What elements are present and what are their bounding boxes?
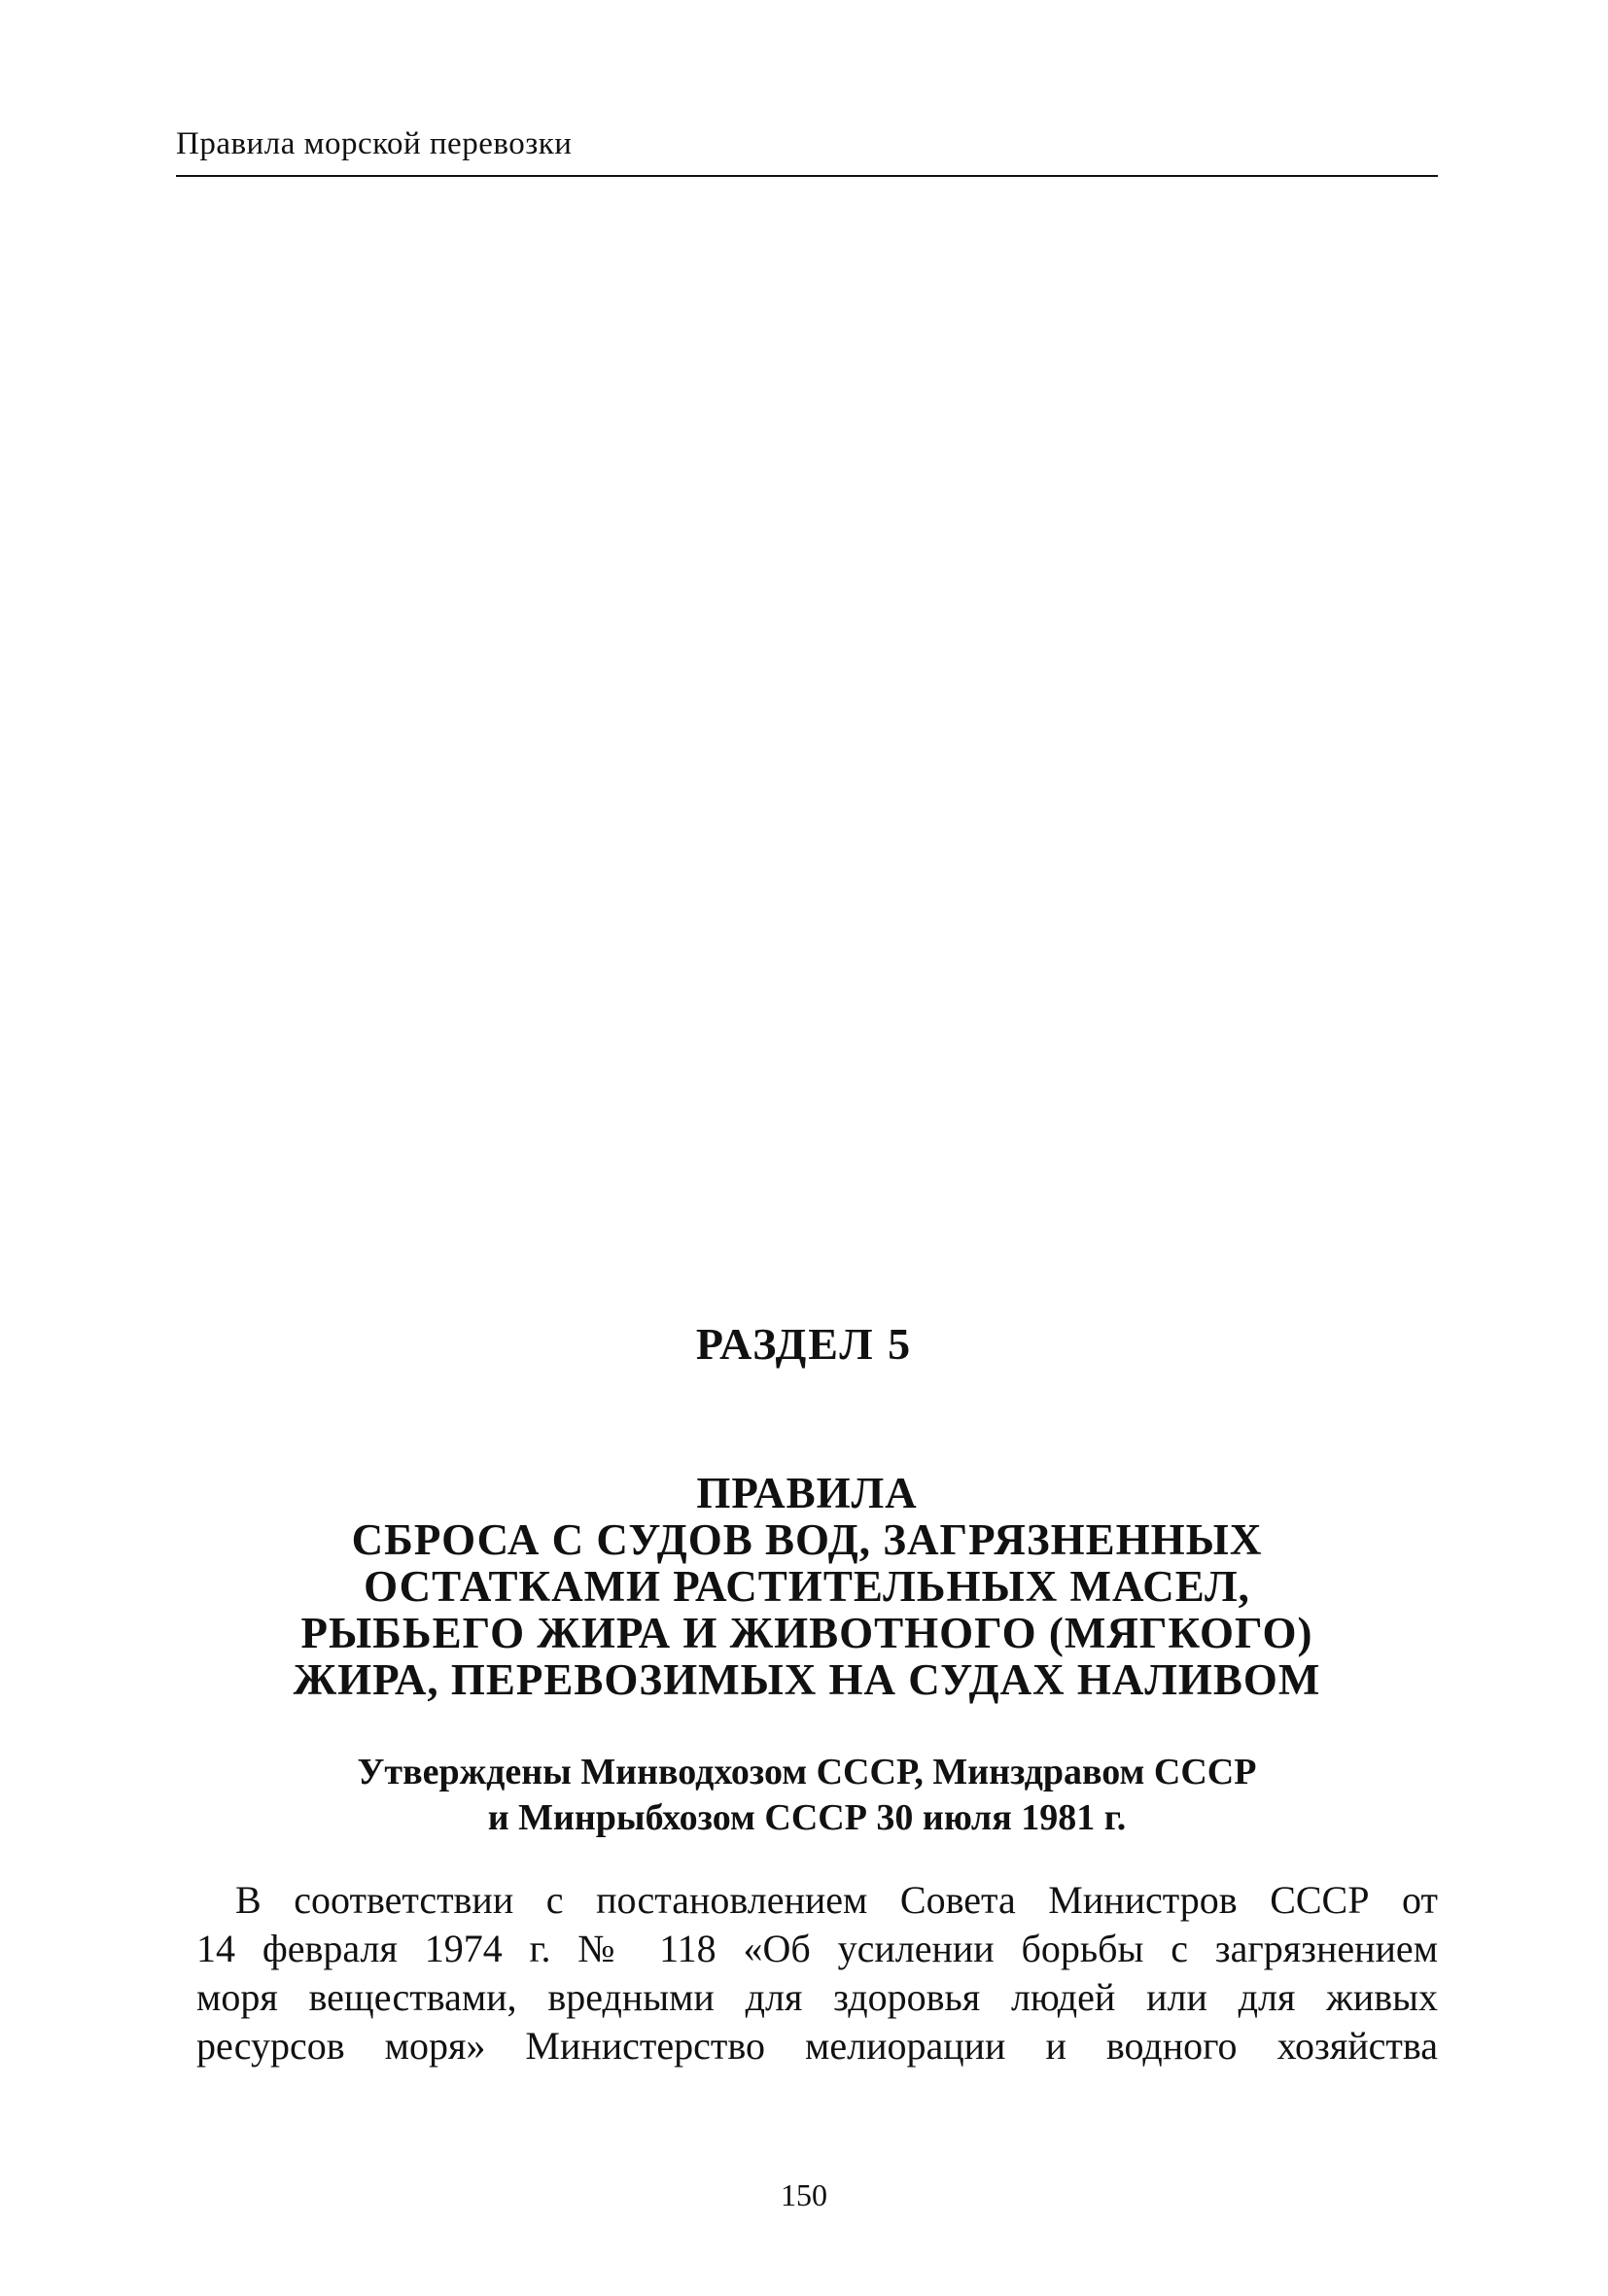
approval-line: и Минрыбхозом СССР 30 июля 1981 г.	[487, 1797, 1127, 1838]
body-line: моря веществами, вредными для здоровья людей или для живых	[196, 1975, 1438, 2019]
document-title-line: СБРОСА С СУДОВ ВОД, ЗАГРЯЗНЕННЫХ	[351, 1515, 1263, 1564]
approval-note	[176, 1750, 1438, 1841]
body-line: В соответствии с постановлением Совета Министров СССР от	[235, 1878, 1438, 1922]
document-title-line: ОСТАТКАМИ РАСТИТЕЛЬНЫХ МАСЕЛ,	[364, 1562, 1250, 1611]
section-heading: РАЗДЕЛ 5	[695, 1319, 913, 1369]
running-header-title: Правила морской перевозки	[176, 126, 573, 161]
approval-line: Утверждены Минводхозом СССР, Минздравом СССР	[357, 1752, 1257, 1792]
body-line: ресурсов моря» Министерство мелиорации и водного хозяйства	[196, 2024, 1438, 2068]
body-paragraph	[196, 1876, 1438, 2070]
document-title-line: ПРАВИЛА	[696, 1469, 918, 1517]
body-line: 14 февраля 1974 г. № 118 «Об усилении борьбы с загрязнением	[196, 1927, 1438, 1970]
document-title	[176, 1470, 1438, 1703]
running-header	[176, 124, 1438, 177]
document-title-line: РЫБЬЕГО ЖИРА И ЖИВОТНОГО (МЯГКОГО)	[300, 1609, 1313, 1657]
page-number: 150	[781, 2177, 827, 2212]
document-title-line: ЖИРА, ПЕРЕВОЗИМЫХ НА СУДАХ НАЛИВОМ	[293, 1655, 1321, 1704]
